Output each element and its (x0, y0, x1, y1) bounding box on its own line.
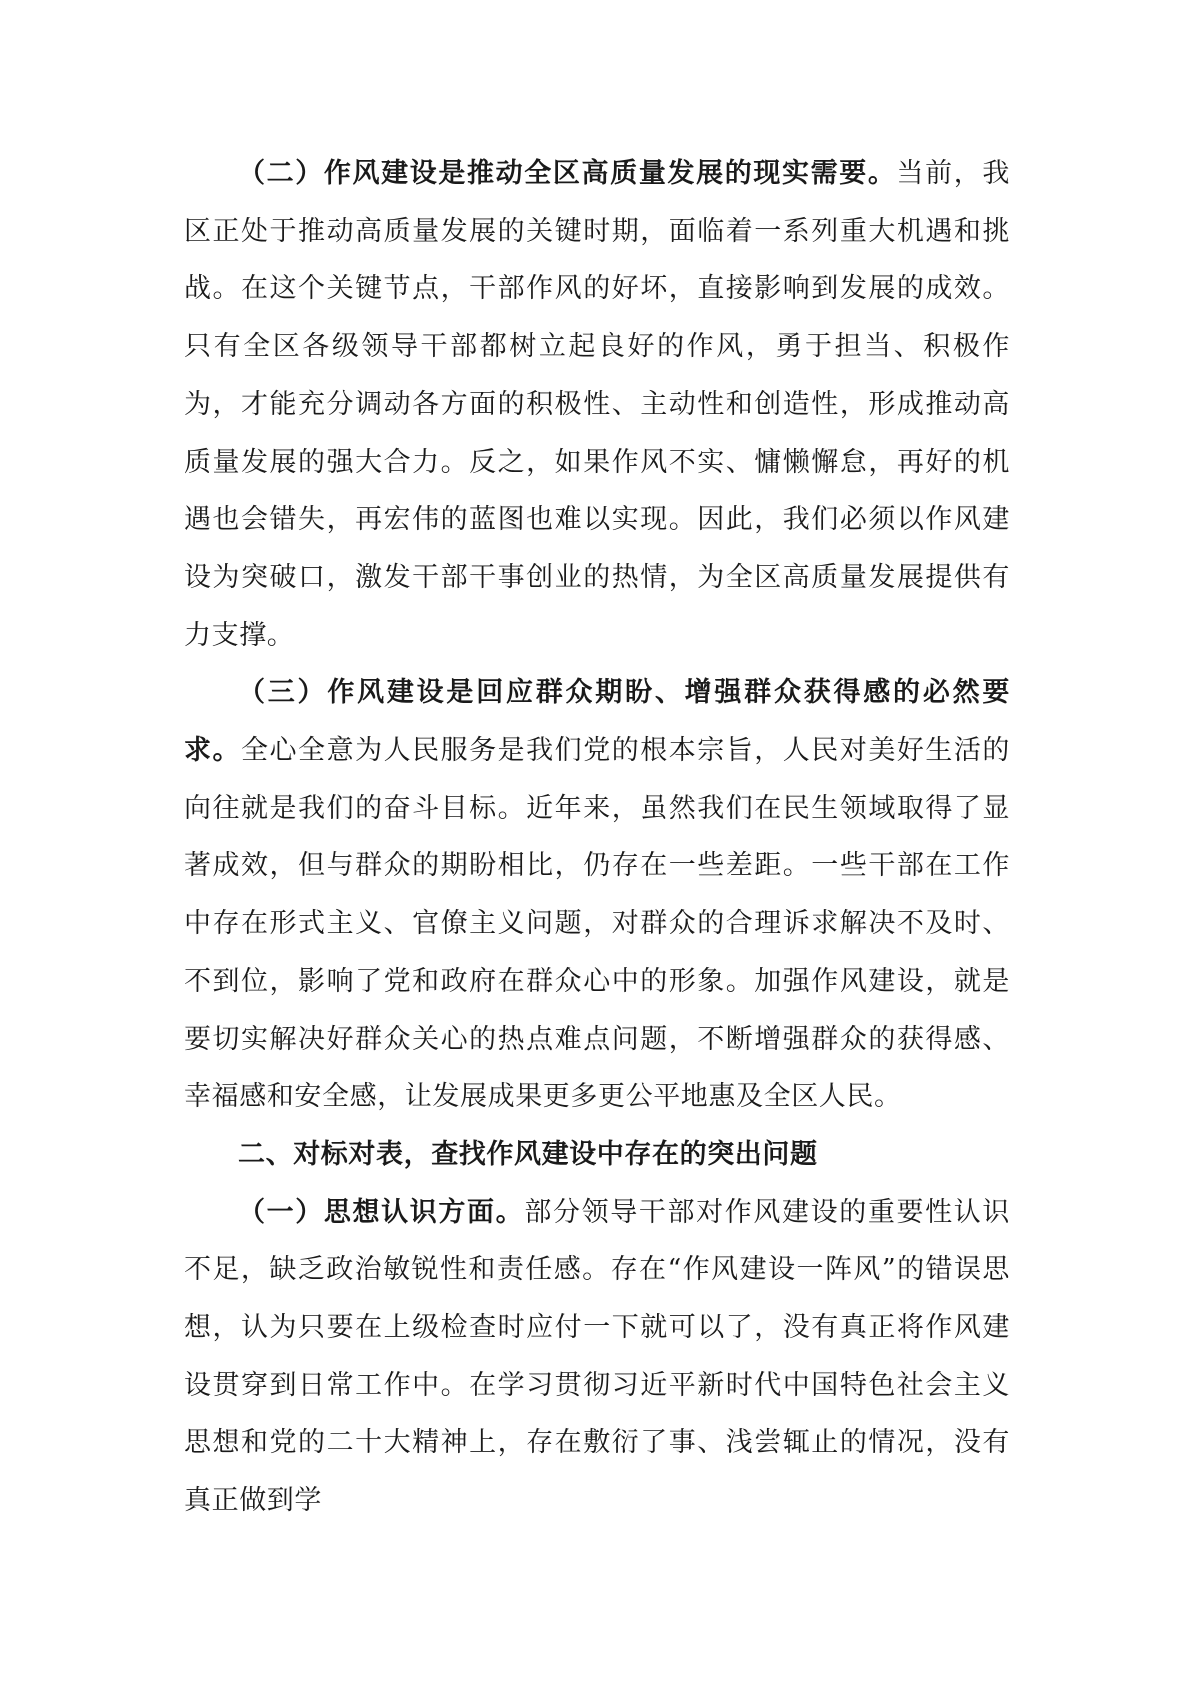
paragraph-heading: （二）作风建设是推动全区高质量发展的现实需要。 (238, 158, 897, 189)
paragraph-body: 当前，我区正处于推动高质量发展的关键时期，面临着一系列重大机遇和挑战。在这个关键节点，干部作风的好坏，直接影响到发展的成效。只有全区各级领导干部都树立起良好的作风，勇于担当、积极作为，才能充分调动各方面的积极性、主动性和创造性，形成推动高质量发展的强大合力。反之，如果作风不实、慵懒懈怠，再好的机遇也会错失，再宏伟的蓝图也难以实现。因此，我们必须以作风建设为突破口，激发干部干事创业的热情，为全区高质量发展提供有力支撑。 (184, 158, 1010, 651)
paragraph-heading: （三）作风建设是回应群众期盼、增强群众获得感的必然要求。 (184, 677, 1010, 767)
paragraph-3 (184, 664, 1010, 1126)
section-heading: 二、对标对表，查找作风建设中存在的突出问题 (238, 1138, 818, 1170)
paragraph-body: 全心全意为人民服务是我们党的根本宗旨，人民对美好生活的向往就是我们的奋斗目标。近年来，虽然我们在民生领域取得了显著成效，但与群众的期盼相比，仍存在一些差距。一些干部在工作中存在形式主义、官僚主义问题，对群众的合理诉求解决不及时、不到位，影响了党和政府在群众心中的形象。加强作风建设，就是要切实解决好群众关心的热点难点问题，不断增强群众的获得感、幸福感和安全感，让发展成果更多更公平地惠及全区人民。 (184, 735, 1010, 1113)
paragraph-body: 部分领导干部对作风建设的重要性认识不足，缺乏政治敏锐性和责任感。存在“作风建设一阵风”的错误思想，认为只要在上级检查时应付一下就可以了，没有真正将作风建设贯穿到日常工作中。在学习贯彻习近平新时代中国特色社会主义思想和党的二十大精神上，存在敷衍了事、浅尝辄止的情况，没有真正做到学 (184, 1196, 1011, 1517)
document-page (184, 145, 1010, 1530)
paragraph-section2-1 (184, 1184, 1010, 1530)
paragraph-2 (184, 145, 1010, 664)
paragraph-heading: （一）思想认识方面。 (238, 1196, 525, 1228)
